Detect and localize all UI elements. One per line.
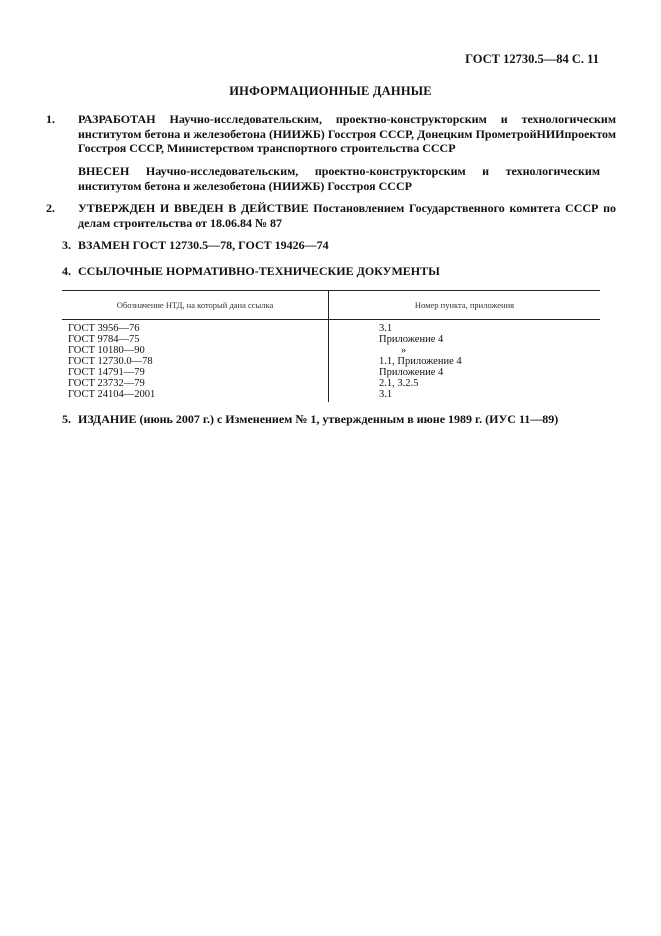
references-table (62, 290, 600, 402)
table-body (62, 320, 600, 402)
table-cell-doc: ГОСТ 12730.0—78 (68, 356, 153, 367)
table-cell-ref: Приложение 4 (379, 334, 444, 345)
table-cell-doc: ГОСТ 24104—2001 (68, 389, 156, 400)
section-4-number: 4. (62, 264, 71, 278)
section-1-number: 1. (46, 112, 55, 126)
table-cell-doc: ГОСТ 10180—90 (68, 345, 145, 356)
table-col-ref (329, 320, 600, 402)
running-header: ГОСТ 12730.5—84 С. 11 (465, 52, 599, 66)
section-2 (46, 201, 616, 230)
section-2-text: УТВЕРЖДЕН И ВВЕДЕН В ДЕЙСТВИЕ Постановлением Государственного комитета СССР по делам строительства от 18.06.84 № 87 (78, 201, 616, 230)
section-4 (62, 264, 600, 279)
section-1-text: РАЗРАБОТАН Научно-исследовательским, проектно-конструкторским и технологическим институтом бетона и железобетона (НИИЖБ) Госстроя СССР, Донецким ПрометройНИИпроектом Госстроя СССР, Министерством транспортного строительства СССР (78, 112, 616, 155)
section-5-number: 5. (62, 412, 71, 426)
table-header (62, 290, 600, 320)
table-cell-ref: 3.1 (379, 389, 393, 400)
section-3 (62, 238, 600, 253)
section-4-text: ССЫЛОЧНЫЕ НОРМАТИВНО-ТЕХНИЧЕСКИЕ ДОКУМЕНТЫ (78, 264, 440, 278)
table-cell-ref-ditto: » (401, 345, 407, 356)
section-1-introduced: ВНЕСЕН Научно-исследовательским, проектно-конструкторским и технологическим институтом бетона и железобетона (НИИЖБ) Госстроя СССР (78, 164, 600, 193)
section-1 (46, 112, 616, 156)
table-header-doc: Обозначение НТД, на который дана ссылка (62, 291, 329, 319)
table-col-doc (62, 320, 329, 402)
section-5-text: ИЗДАНИЕ (июнь 2007 г.) с Изменением № 1, утвержденным в июне 1989 г. (ИУС 11—89) (78, 412, 559, 426)
table-cell-doc: ГОСТ 14791—79 (68, 367, 145, 378)
table-cell-ref: 1.1, Приложение 4 (379, 356, 462, 367)
page-title: ИНФОРМАЦИОННЫЕ ДАННЫЕ (229, 84, 432, 98)
section-2-number: 2. (46, 201, 55, 215)
section-3-text: ВЗАМЕН ГОСТ 12730.5—78, ГОСТ 19426—74 (78, 238, 329, 252)
table-cell-doc: ГОСТ 9784—75 (68, 334, 140, 345)
section-5 (62, 412, 600, 427)
table-cell-ref: Приложение 4 (379, 367, 444, 378)
table-cell-ref: 3.1 (379, 323, 393, 334)
table-cell-doc: ГОСТ 23732—79 (68, 378, 145, 389)
table-cell-doc: ГОСТ 3956—76 (68, 323, 140, 334)
table-header-ref: Номер пункта, приложения (414, 300, 515, 310)
section-3-number: 3. (62, 238, 71, 252)
table-cell-ref: 2.1, 3.2.5 (379, 378, 419, 389)
